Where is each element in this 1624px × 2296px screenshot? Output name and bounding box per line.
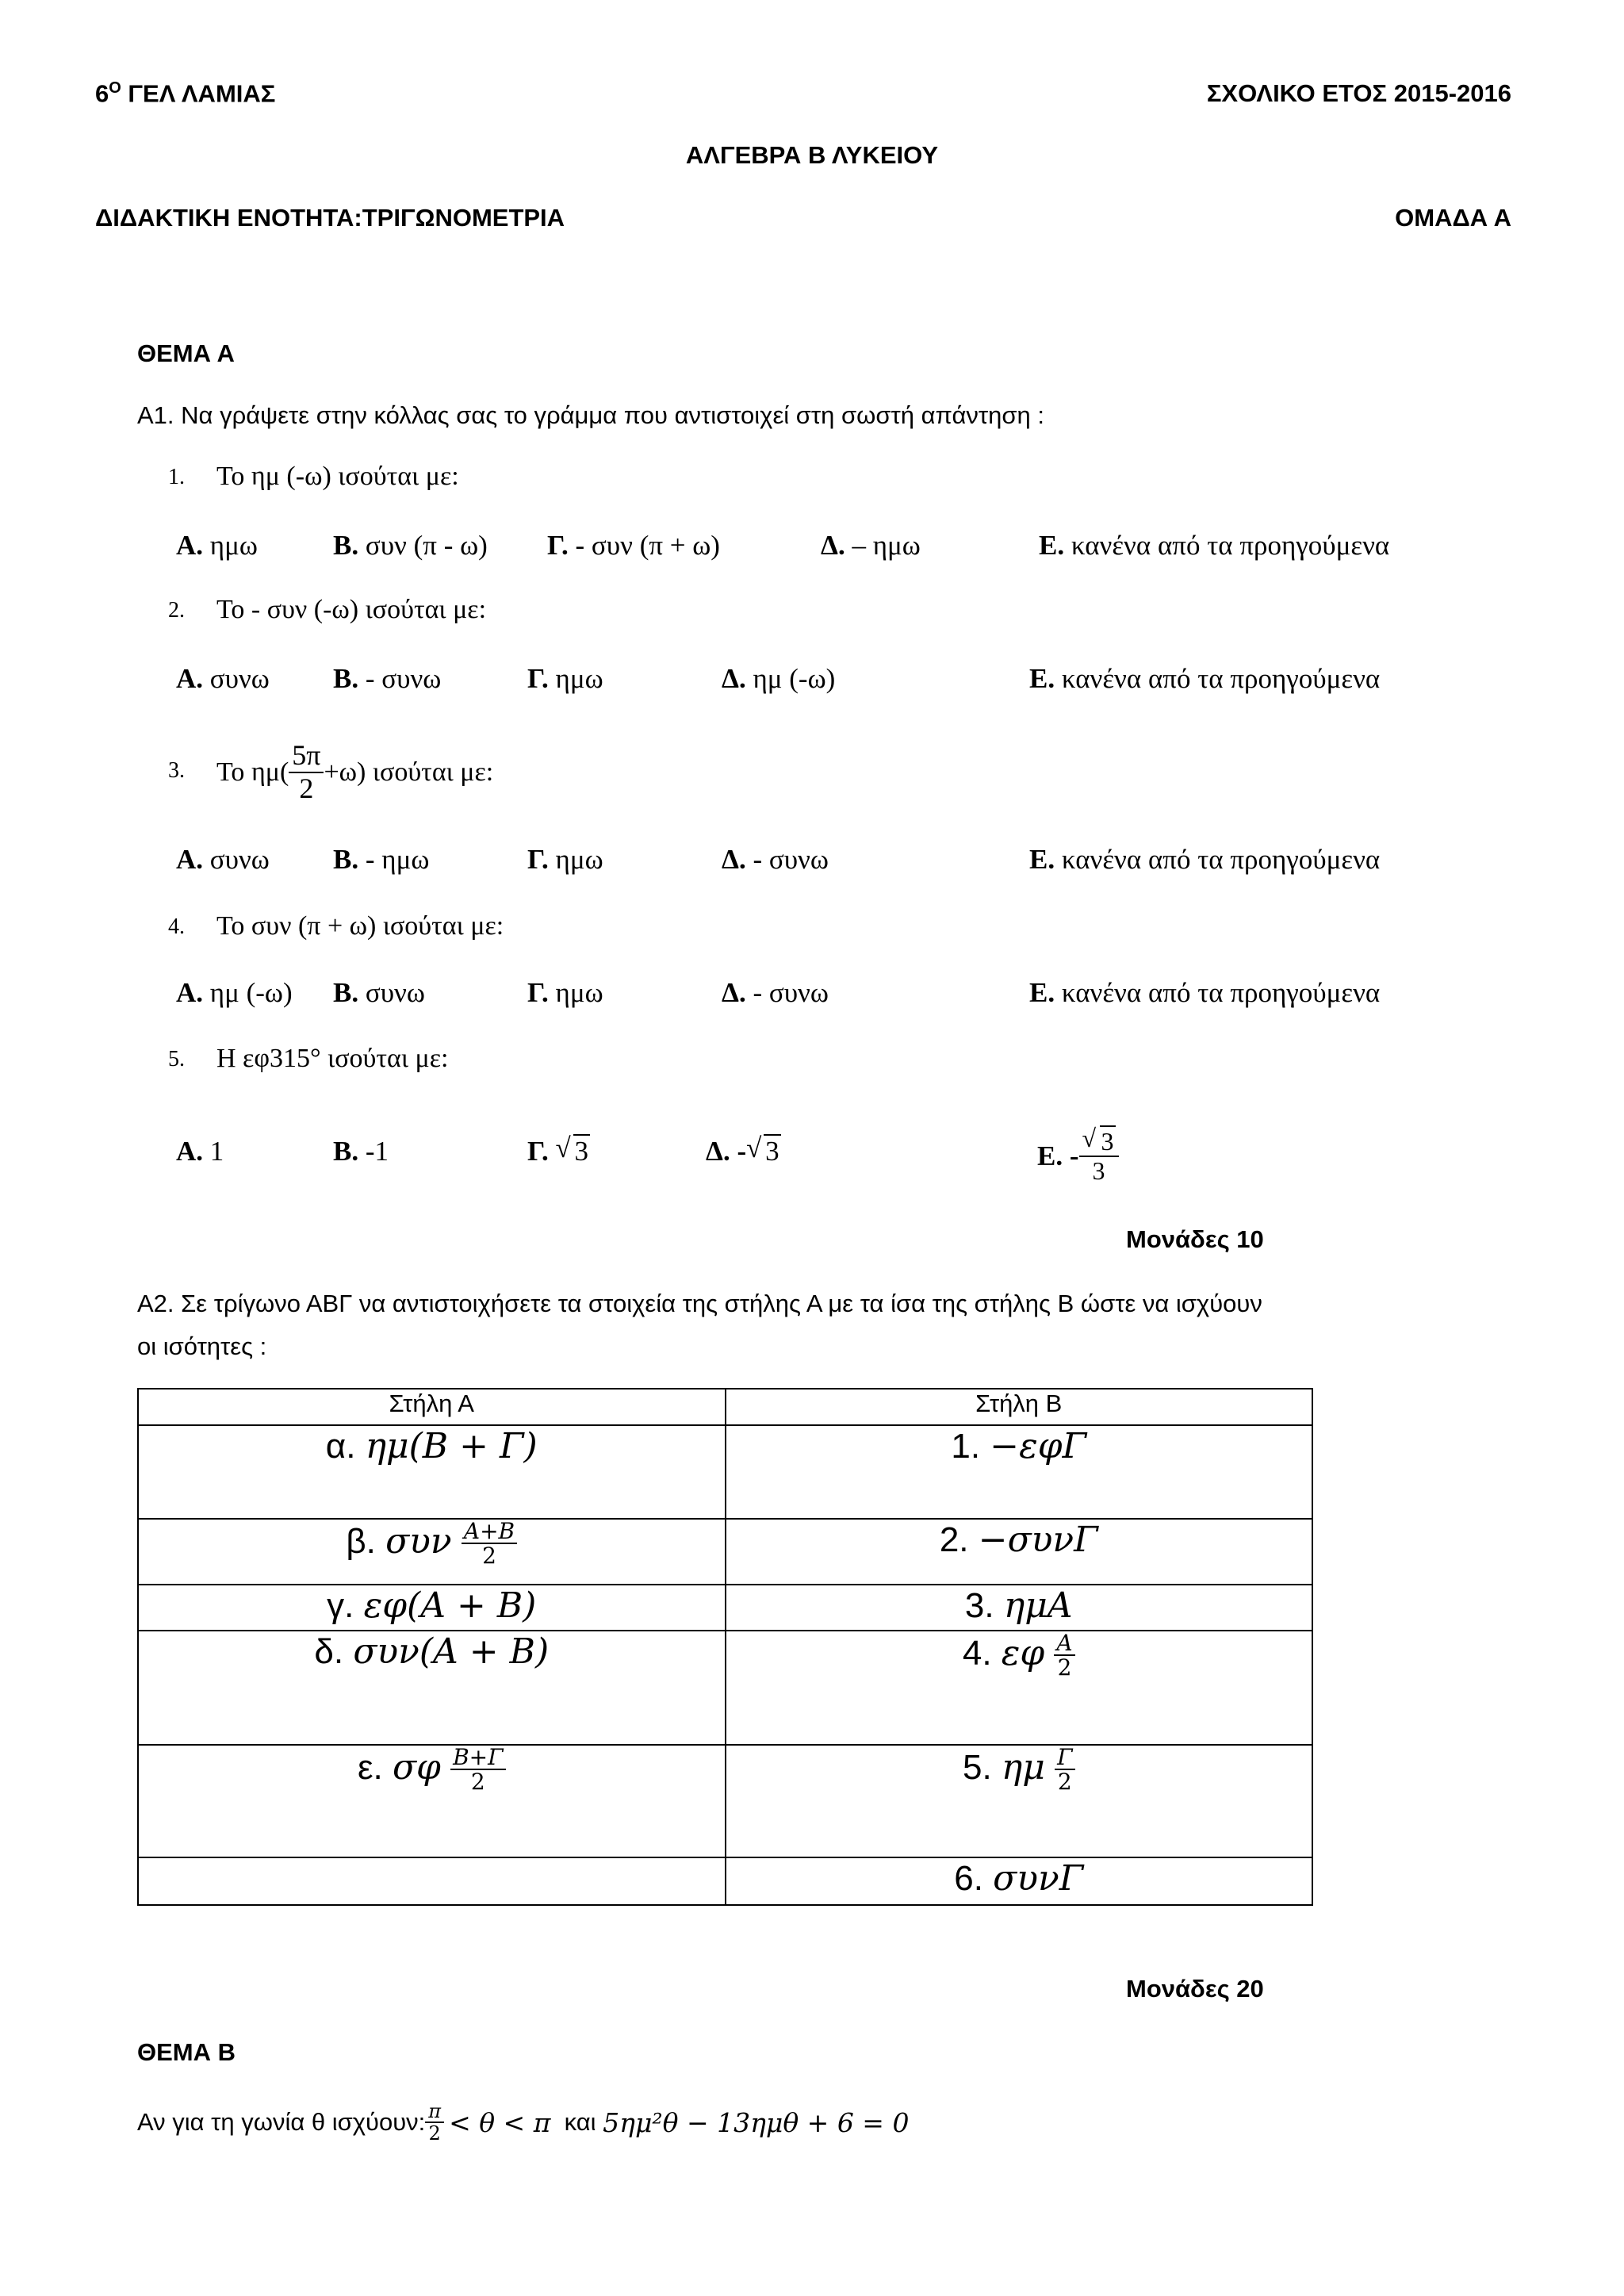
column-b-header: Στήλη Β [726,1389,1313,1425]
q3-option-b: Β. - ημω [333,844,430,875]
teaching-unit: ΔΙΔΑΚΤΙΚΗ ΕΝΟΤΗΤΑ:ΤΡΙΓΩΝΟΜΕΤΡΙΑ [95,204,565,232]
q3-option-c: Γ. ημω [527,844,603,875]
q2-text: Το - συν (-ω) ισούται με: [216,595,487,624]
q4-option-d: Δ. - συνω [722,977,829,1008]
column-b-item-4: 4. εφ $\frac{A}{2}$ [726,1631,1313,1745]
q1-option-e: Ε. κανένα από τα προηγούμενα [1039,530,1390,561]
q2-number: 2. [168,598,185,623]
q3-option-d: Δ. - συνω [722,844,829,875]
q1-option-d: Δ. – ημω [821,530,921,561]
column-a-item-beta: β. συν $\frac{A+B}{2}$ [138,1519,726,1585]
group-label: ΟΜΑΔΑ Α [1395,204,1511,232]
q5-option-a: Α. 1 [176,1136,224,1167]
q5-option-c: Γ. √ 3 [527,1136,590,1167]
q4-option-c: Γ. ημω [527,977,603,1008]
q4-number: 4. [168,914,185,939]
column-b-item-1: 1. −εφΓ [726,1425,1313,1519]
column-b-item-6: 6. συνΓ [726,1857,1313,1905]
school-year: ΣΧΟΛΙΚΟ ΕΤΟΣ 2015-2016 [1206,79,1511,107]
theme-b-fraction: $\frac{\pi}{2}$ [425,2101,444,2145]
q4-option-e: Ε. κανένα από τα προηγούμενα [1029,977,1381,1008]
q3-option-a: Α. συνω [176,844,270,875]
marks-a1: Μονάδες 10 [1126,1225,1264,1253]
school-name: $6^O$ ΓΕΛ ΛΑΜΙΑΣ [95,79,276,108]
column-b-item-2: 2. −συνΓ [726,1519,1313,1585]
a1-intro: Α1. Να γράψετε στην κόλλας σας το γράμμα που αντιστοιχεί στη σωστή απάντηση : [137,401,1044,429]
course-title: ΑΛΓΕΒΡΑ Β ΛΥΚΕΙΟΥ [685,141,939,169]
column-a-item-alpha: α. ημ(Β + Γ) [138,1425,726,1519]
a2-intro-line2: οι ισότητες : [137,1332,267,1360]
column-b-item-5: 5. ημ $\frac{\Gamma}{2}$ [726,1745,1313,1857]
q3-fraction: $\frac{5\pi}{2}$ [289,740,324,804]
q3-option-e: Ε. κανένα από τα προηγούμενα [1029,844,1381,875]
column-b-item-3: 3. ημΑ [726,1585,1313,1631]
marks-a2: Μονάδες 20 [1126,1975,1264,2003]
q5-e-fraction: √ $\frac{3}{3}$ [1079,1128,1119,1185]
theme-b-title: ΘΕΜΑ Β [137,2038,236,2066]
q5-option-e: Ε. - √ $\frac{3}{3}$ [1037,1117,1119,1196]
column-a-item-gamma: γ. εφ(Α + Β) [138,1585,726,1631]
a2-intro-line1: Α2. Σε τρίγωνο ΑΒΓ να αντιστοιχήσετε τα στοιχεία της στήλης Α με τα ίσα της στήλης Β ώστε να ισχύουν [137,1290,1262,1317]
q4-text: Το συν (π + ω) ισούται με: [216,911,504,941]
column-a-empty-cell [138,1857,726,1905]
q2-option-a: Α. συνω [176,663,270,694]
q1-option-c: Γ. - συν (π + ω) [547,530,720,561]
q5-text: Η εφ315° ισούται με: [216,1044,449,1073]
q2-option-c: Γ. ημω [527,663,603,694]
theme-b-statement: Αν για τη γωνία θ ισχύουν: $\frac{\pi}{2}$ < θ < π και 5ημ²θ − 13ημθ + 6 = 0 [137,2099,910,2145]
q5-option-d: Δ. -√ 3 [706,1136,781,1167]
q1-option-b: Β. συν (π - ω) [333,530,488,561]
q3-text: Το ημ( $\frac{5\pi}{2}$ +ω) ισούται με: [216,739,494,804]
column-a-item-delta: δ. συν(Α + Β) [138,1631,726,1745]
theme-a-title: ΘΕΜΑ Α [137,339,235,367]
q2-option-d: Δ. ημ (-ω) [722,663,836,694]
column-a-item-epsilon: ε. σφ $\frac{B+\Gamma}{2}$ [138,1745,726,1857]
q2-option-b: Β. - συνω [333,663,442,694]
q1-text: Το ημ (-ω) ισούται με: [216,462,459,491]
column-a-header: Στήλη Α [138,1389,726,1425]
q5-option-b: Β. -1 [333,1136,389,1167]
q5-number: 5. [168,1047,185,1071]
q1-option-a: Α. ημω [176,530,258,561]
q3-number: 3. [168,758,185,783]
q1-number: 1. [168,465,185,489]
q4-option-a: Α. ημ (-ω) [176,977,293,1008]
matching-table [137,1388,1313,1906]
q4-option-b: Β. συνω [333,977,425,1008]
q2-option-e: Ε. κανένα από τα προηγούμενα [1029,663,1381,694]
